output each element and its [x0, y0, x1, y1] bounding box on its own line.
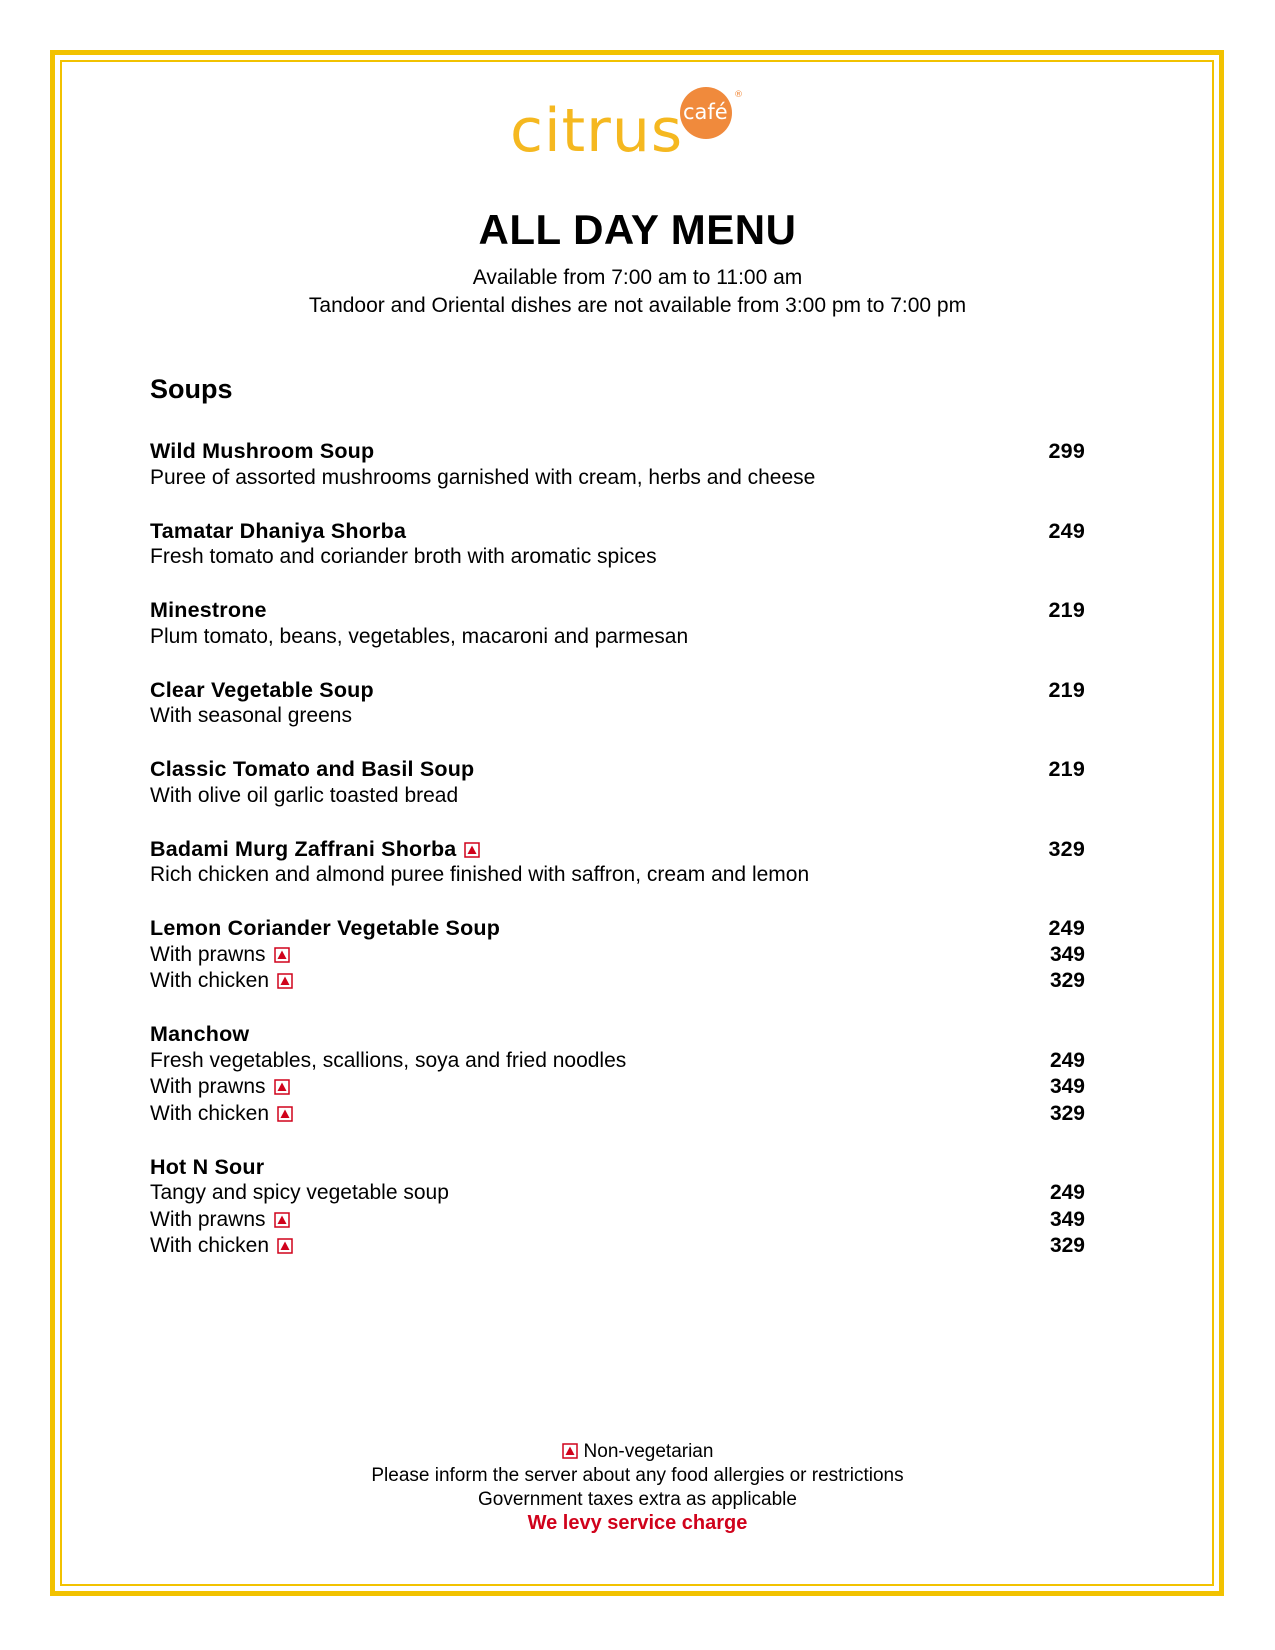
item-name: Classic Tomato and Basil Soup	[150, 757, 475, 781]
service-charge-note: We levy service charge	[527, 1512, 748, 1534]
menu-item	[150, 756, 1085, 809]
legend-text: Non-vegetarian	[583, 1441, 714, 1462]
item-description: Fresh vegetables, scallions, soya and fried noodles	[150, 1048, 627, 1072]
legend-line	[0, 1441, 1275, 1463]
item-price: 249	[1048, 916, 1085, 940]
item-description: Rich chicken and almond puree finished with saffron, cream and lemon	[150, 863, 810, 886]
item-price: 249	[1049, 1181, 1085, 1204]
tax-note: Government taxes extra as applicable	[478, 1489, 797, 1510]
allergy-note: Please inform the server about any food allergies or restrictions	[371, 1465, 904, 1486]
item-description: Puree of assorted mushrooms garnished with cream, herbs and cheese	[150, 465, 816, 489]
item-detail-line	[150, 465, 1085, 492]
item-name-line	[150, 677, 1085, 704]
nonveg-icon	[274, 1076, 290, 1092]
item-name-line	[150, 438, 1085, 465]
item-detail-line	[150, 1048, 1085, 1075]
nonveg-icon	[277, 970, 293, 986]
menu-item	[150, 438, 1085, 491]
item-name: Wild Mushroom Soup	[150, 439, 375, 463]
item-name-line	[150, 915, 1085, 942]
citrus-cafe-logo	[510, 85, 760, 165]
item-description: Fresh tomato and coriander broth with aromatic spices	[150, 545, 657, 568]
item-price: 329	[1049, 1234, 1085, 1257]
item-detail-line	[150, 1101, 1085, 1128]
item-name: Minestrone	[150, 598, 267, 622]
availability-note: Available from 7:00 am to 11:00 am	[472, 266, 803, 289]
item-name: Tamatar Dhaniya Shorba	[150, 518, 407, 543]
menu-items	[150, 438, 1085, 1286]
item-price: 299	[1048, 439, 1085, 463]
item-description: With seasonal greens	[150, 704, 352, 727]
item-detail-line	[150, 703, 1085, 730]
item-price: 249	[1048, 518, 1085, 543]
registered-mark: ®	[734, 90, 743, 100]
item-price: 349	[1049, 942, 1085, 966]
item-detail-line	[150, 942, 1085, 969]
section-title: Soups	[150, 374, 233, 404]
item-price: 349	[1049, 1207, 1085, 1231]
item-detail-line	[150, 1233, 1085, 1260]
nonveg-icon	[277, 1235, 293, 1251]
item-price: 219	[1048, 757, 1085, 781]
item-price: 219	[1048, 677, 1085, 702]
item-description: Plum tomato, beans, vegetables, macaroni and parmesan	[150, 624, 689, 648]
item-price: 329	[1048, 836, 1085, 861]
item-price: 219	[1048, 598, 1085, 622]
nonveg-icon	[562, 1443, 578, 1459]
menu-item	[150, 518, 1085, 571]
item-description: With chicken	[150, 969, 270, 992]
item-price: 329	[1049, 1101, 1085, 1125]
menu-item	[150, 1154, 1085, 1260]
nonveg-icon	[277, 1103, 293, 1119]
item-detail-line	[150, 1207, 1085, 1234]
item-detail-line	[150, 968, 1085, 995]
item-name: Badami Murg Zaffrani Shorba	[150, 836, 457, 861]
item-description: With prawns	[150, 942, 266, 966]
item-detail-line	[150, 1074, 1085, 1101]
item-detail-line	[150, 1180, 1085, 1207]
item-description: With prawns	[150, 1075, 266, 1098]
item-name: Lemon Coriander Vegetable Soup	[150, 916, 501, 940]
menu-item	[150, 1021, 1085, 1127]
menu-item	[150, 915, 1085, 995]
item-price: 349	[1049, 1075, 1085, 1098]
item-name-line	[150, 518, 1085, 545]
item-detail-line	[150, 862, 1085, 889]
item-description: With chicken	[150, 1101, 270, 1125]
item-description: With prawns	[150, 1207, 266, 1231]
nonveg-icon	[274, 1209, 290, 1225]
item-name: Hot N Sour	[150, 1154, 265, 1179]
item-description: With olive oil garlic toasted bread	[150, 783, 459, 807]
item-name-line	[150, 1154, 1085, 1181]
menu-item	[150, 677, 1085, 730]
item-detail-line	[150, 624, 1085, 651]
page-title: ALL DAY MENU	[478, 206, 797, 253]
item-name-line	[150, 597, 1085, 624]
item-detail-line	[150, 544, 1085, 571]
nonveg-icon	[274, 944, 290, 960]
item-name-line	[150, 756, 1085, 783]
logo-wordmark: citrus	[510, 96, 684, 165]
logo-badge: café	[683, 100, 728, 124]
menu-item	[150, 836, 1085, 889]
item-price: 249	[1049, 1048, 1085, 1072]
item-description: Tangy and spicy vegetable soup	[150, 1181, 449, 1204]
item-detail-line	[150, 783, 1085, 810]
item-name: Manchow	[150, 1022, 250, 1046]
item-name: Clear Vegetable Soup	[150, 677, 374, 702]
item-description: With chicken	[150, 1234, 270, 1257]
nonveg-icon	[464, 838, 480, 854]
menu-item	[150, 597, 1085, 650]
item-name-line	[150, 1021, 1085, 1048]
tandoor-note: Tandoor and Oriental dishes are not available from 3:00 pm to 7:00 pm	[308, 294, 967, 317]
item-name-line	[150, 836, 1085, 863]
item-price: 329	[1049, 969, 1085, 992]
